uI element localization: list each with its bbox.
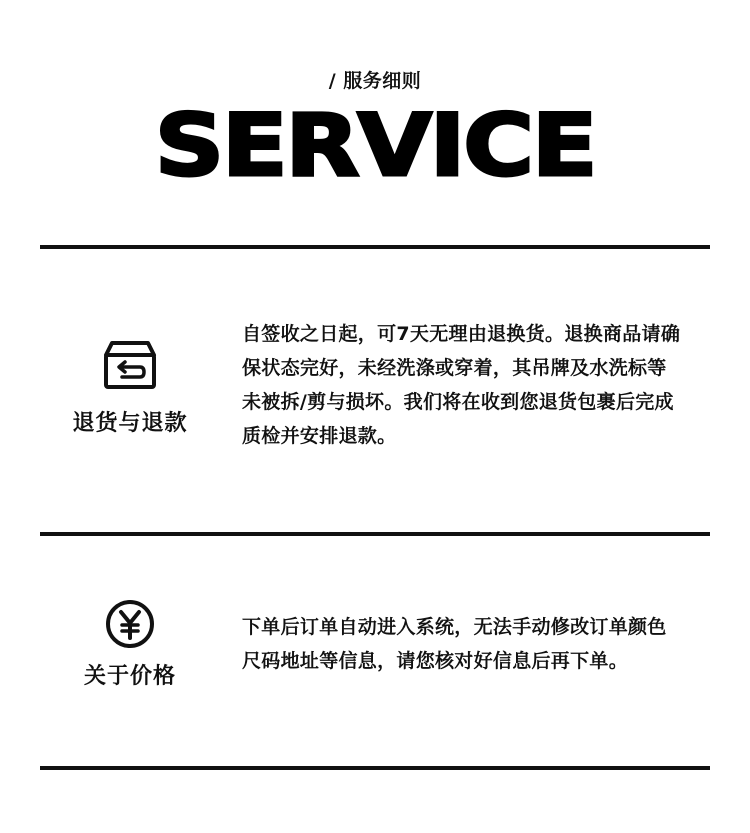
- section-returns-body: 自签收之日起，可7天无理由退换货。退换商品请确保状态完好，未经洗涤或穿着，其吊牌及水洗标等未被拆/剪与损坏。我们将在收到您退货包裹后完成质检并安排退款。: [242, 323, 681, 447]
- yen-circle-icon: [104, 598, 156, 650]
- page-subtitle: / 服务细则: [328, 70, 422, 92]
- section-returns: [0, 249, 750, 532]
- section-price-body: 下单后订单自动进入系统，无法手动修改订单颜色尺码地址等信息，请您核对好信息后再下单。: [242, 616, 667, 672]
- section-price: [0, 536, 750, 766]
- section-price-title: 关于价格: [83, 664, 176, 689]
- page-title: SERVICE: [154, 96, 596, 196]
- divider-bottom: [40, 766, 710, 770]
- section-returns-title: 退货与退款: [72, 411, 188, 436]
- return-box-icon: [100, 339, 160, 391]
